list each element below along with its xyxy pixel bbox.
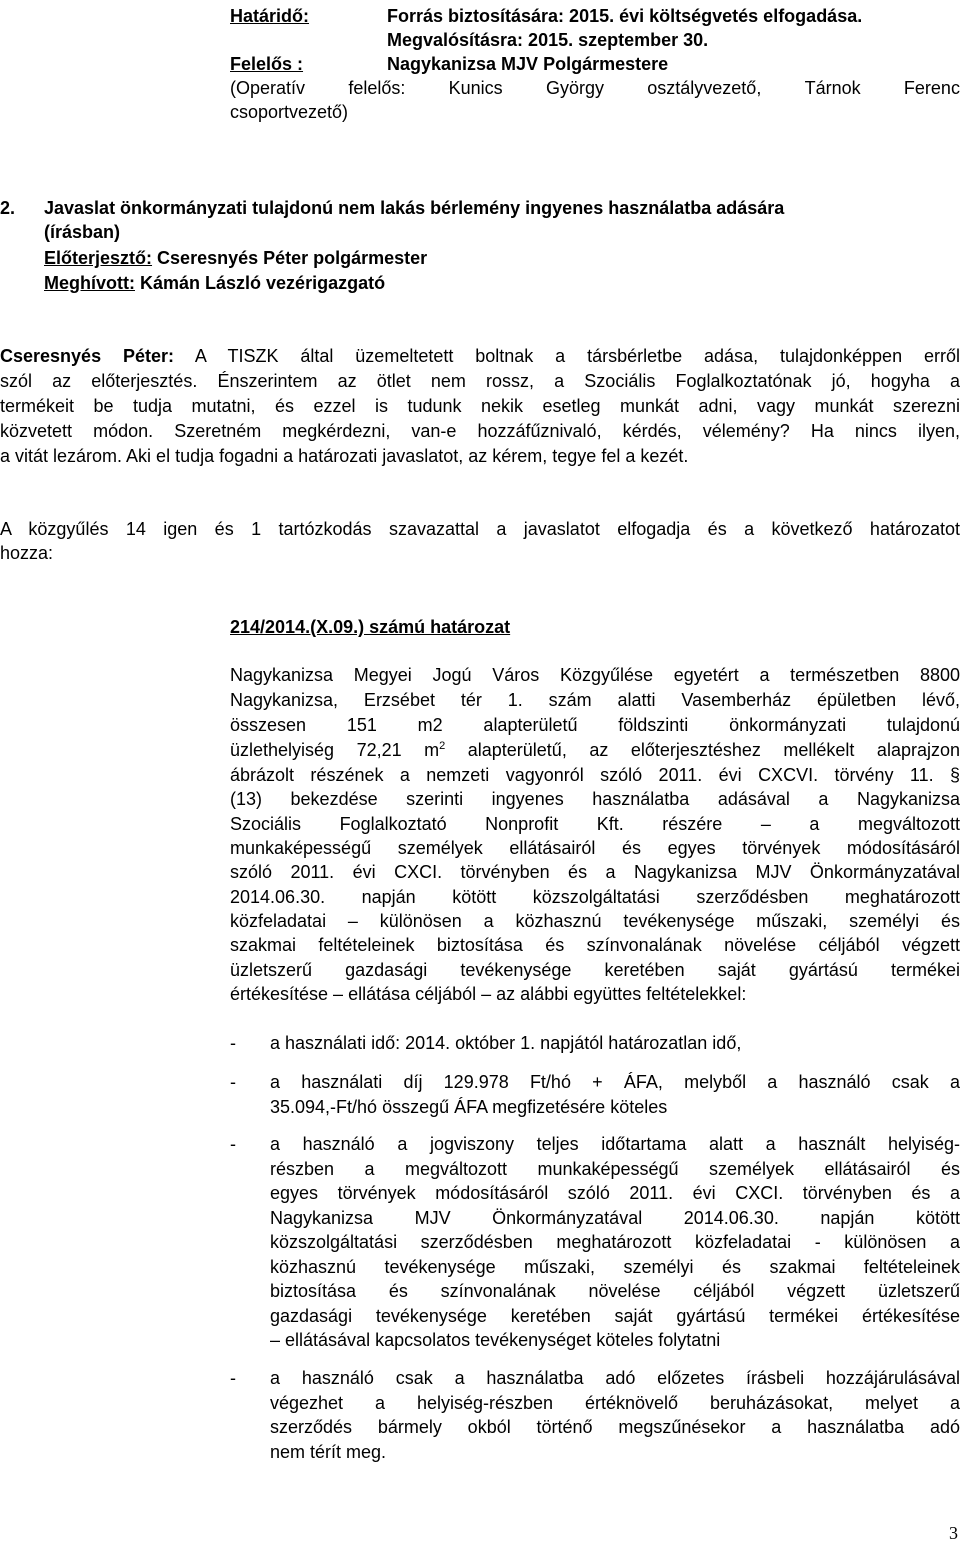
- resolution-line: összesen 151 m2 alapterületű földszinti önkormányzati tulajdonú: [230, 715, 960, 735]
- agenda-title-line-1: Javaslat önkormányzati tulajdonú nem lakás bérlemény ingyenes használatba adására: [44, 198, 785, 218]
- vote-line-1: A közgyűlés 14 igen és 1 tartózkodás szavazattal a javaslatot elfogadja és a következő határozatot: [0, 519, 960, 539]
- presenter-label: Előterjesztő:: [44, 248, 153, 268]
- resolution-line: üzletszerű gazdasági tevékenysége keretében saját gyártású termékei: [230, 960, 960, 980]
- responsible-label: Felelős :: [230, 54, 304, 74]
- list-item: a használó csak a használatba adó előzetes írásbeli hozzájárulásával végezhet a helyiség-részben értéknövelő beruházásokat, melyet a szerződés bármely okból történő megszűnésekor a használatba adó nem térít meg.: [270, 1368, 960, 1462]
- agenda-title-line-2: (írásban): [44, 222, 121, 242]
- invited-line: [44, 271, 385, 295]
- resolution-line: Nagykanizsa Megyei Jogú Város Közgyűlése egyetért a természetben 8800: [230, 665, 960, 685]
- operative-line-1: (Operatív felelős: Kunics György osztályvezető, Tárnok Ferenc: [230, 78, 960, 98]
- presenter-value: Cseresnyés Péter polgármester: [157, 248, 428, 268]
- list-item: a használó a jogviszony teljes időtartama alatt a használt helyiség- részben a megváltozott munkaképességű személyek ellátásairól és egyes törvények módosításáról szóló 2011. évi CXCI. törvényben és a Nagykanizsa MJV Önkormányzatával 2014.06.30. napján kötött közszolgáltatási szerződésben meghatározott közfeladatai - különösen a közhasznú tevékenysége műszaki, személyi és szakmai feltételeinek biztosítása és színvonalának növelése céljából végzett üzletszerű gazdasági tevékenysége keretében saját gyártású termékei értékesítése – ellátásával kapcsolatos tevékenységet köteles folytatni: [270, 1134, 960, 1350]
- list-item: a használati idő: 2014. október 1. napjától határozatlan idő,: [270, 1033, 742, 1053]
- invited-label: Meghívott:: [44, 273, 135, 293]
- list-bullet: -: [230, 1072, 236, 1092]
- speech-line-2: szól az előterjesztés. Énszerintem az ötlet nem rossz, a Szociális Foglalkoztatónak jó, hogyha a: [0, 371, 960, 391]
- resolution-line: munkaképességű személyek ellátásairól és egyes törvények módosításáról: [230, 838, 960, 858]
- resolution-line: üzlethelyiség 72,21 $m^2$ alapterületű, az előterjesztéshez mellékelt alaprajzon: [230, 740, 960, 760]
- resolution-line: értékesítése – ellátása céljából – az alábbi együttes feltételekkel:: [230, 984, 747, 1004]
- operative-line-2: csoportvezető): [230, 102, 349, 122]
- list-bullet: -: [230, 1134, 236, 1154]
- vote-line-2: hozza:: [0, 543, 54, 563]
- list-bullet: -: [230, 1368, 236, 1388]
- invited-value: Kámán László vezérigazgató: [140, 273, 386, 293]
- responsible-value: Nagykanizsa MJV Polgármestere: [387, 54, 669, 74]
- resolution-title: 214/2014.(X.09.) számú határozat: [230, 617, 511, 637]
- page-number: 3: [949, 1523, 958, 1543]
- speaker-name: Cseresnyés Péter:: [0, 346, 174, 366]
- deadline-line-1: Forrás biztosítására: 2015. évi költségvetés elfogadása.: [387, 6, 863, 26]
- resolution-line: 2014.06.30. napján kötött közszolgáltatási szerződésben meghatározott: [230, 887, 960, 907]
- deadline-line-2: Megvalósításra: 2015. szeptember 30.: [387, 30, 709, 50]
- list-item: a használati díj 129.978 Ft/hó + ÁFA, melyből a használó csak a 35.094,-Ft/hó összegű ÁFA megfizetésére köteles: [270, 1072, 960, 1117]
- resolution-line: (13) bekezdése szerinti ingyenes használatba adásával a Nagykanizsa: [230, 789, 960, 809]
- deadline-label: Határidő:: [230, 6, 310, 26]
- speech-line-5: a vitát lezárom. Aki el tudja fogadni a határozati javaslatot, az kérem, tegye fel a kezét.: [0, 446, 689, 466]
- speech-line-1: Cseresnyés Péter: A TISZK által üzemeltetett boltnak a társbérletbe adása, tulajdonképpen erről: [0, 346, 960, 366]
- speech-line-4: közvetett módon. Szeretném megkérdezni, van-e hozzáfűznivaló, kérdés, vélemény? Ha nincs ilyen,: [0, 421, 960, 441]
- presenter-line: [44, 246, 427, 270]
- speech-line-3: termékeit be tudja mutatni, és ezzel is tudunk nekik esetleg munkát adni, vagy munkát szerezni: [0, 396, 960, 416]
- resolution-line: szakmai feltételeinek biztosítása és színvonalának növelése céljából végzett: [230, 935, 960, 955]
- resolution-line: szóló 2011. évi CXCI. törvényben és a Nagykanizsa MJV Önkormányzatával: [230, 862, 960, 882]
- list-bullet: -: [230, 1033, 236, 1053]
- resolution-line: közfeladatai – különösen a közhasznú tevékenysége műszaki, személyi és: [230, 911, 960, 931]
- resolution-line: ábrázolt részének a nemzeti vagyonról szóló 2011. évi CXCVI. törvény 11. §: [230, 765, 960, 785]
- resolution-line: Szociális Foglalkoztató Nonprofit Kft. részére – a megváltozott: [230, 814, 960, 834]
- superscript-2: 2: [439, 740, 446, 752]
- agenda-number: 2.: [0, 198, 16, 218]
- resolution-line: Nagykanizsa, Erzsébet tér 1. szám alatti Vasemberház épületben lévő,: [230, 690, 960, 710]
